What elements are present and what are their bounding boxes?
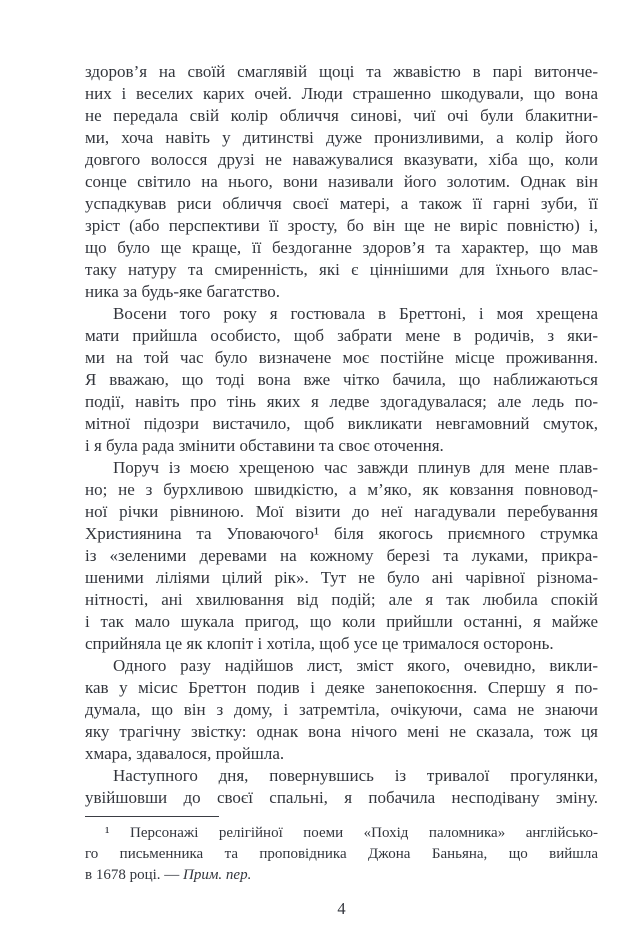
text-line: мітної підозри вистачило, щоб викликати невгамовний смуток, — [85, 414, 598, 433]
text-line: шеними ліліями цілий рік». Тут не було ані чарівної різнома- — [85, 568, 598, 587]
text-line: із «зеленими деревами на кожному березі та луками, прикра- — [85, 546, 598, 565]
text-line: Восени того року я гостювала в Бреттоні, і моя хрещена — [113, 304, 598, 323]
footnote-line — [85, 865, 598, 886]
text-line: сприйняла це як клопіт і хотіла, щоб усе це трималося осторонь. — [85, 634, 554, 653]
text-line: Поруч із моєю хрещеною час завжди плинув для мене плав- — [113, 458, 598, 477]
text-line: Одного разу надійшов лист, зміст якого, очевидно, викли- — [113, 656, 598, 675]
text-line: увійшовши до своєї спальні, я побачила несподівану зміну. — [85, 788, 598, 807]
text-line: довгого волосся друзі не наважувалися вказувати, хіба що, коли — [85, 150, 598, 169]
text-line: події, навіть про тінь яких я ледве здогадувалася; але ледь по- — [85, 392, 598, 411]
text-line: що було ще краще, її бездоганне здоров’я та характер, що мав — [85, 238, 598, 257]
text-line: успадкував риси обличчя своєї матері, а також її гарні зуби, її — [85, 194, 598, 213]
page-number: 4 — [337, 899, 346, 918]
body-text — [85, 61, 598, 809]
text-line: ми на той час було визначене моє постійне місце проживання. — [85, 348, 598, 367]
footnote-marker: ¹ — [105, 825, 131, 841]
text-line: здоров’я на своїй смаглявій щоці та жвавістю в парі витонче- — [85, 62, 598, 81]
text-line: но; не з бурхливою швидкістю, а м’яко, як ковзання повновод- — [85, 480, 598, 499]
text-line: і я була рада змінити обставини та своє оточення. — [85, 436, 444, 455]
text-line: Наступного дня, повернувшись із тривалої прогулянки, — [113, 766, 598, 785]
footnote-line: го письменника та проповідника Джона Баньяна, що вийшла — [85, 846, 598, 862]
text-line: і так мало шукала пригод, що коли прийшли останні, я майже — [85, 612, 598, 631]
footnote — [85, 823, 598, 886]
text-line: них і веселих карих очей. Люди страшенно шкодували, що вона — [85, 84, 598, 103]
text-line: Християнина та Уповаючого¹ біля якогось приємного струмка — [85, 524, 598, 543]
text-line: яку трагічну звістку: однак вона нічого мені не сказала, тож ця — [85, 722, 598, 741]
text-line: зріст (або перспективи її зросту, бо він ще не виріс повністю) і, — [85, 216, 598, 235]
text-line: ми, хоча навіть у дитинстві дуже пронизливими, а колір його — [85, 128, 598, 147]
text-line: хмара, здавалося, пройшла. — [85, 744, 285, 763]
text-line: таку натуру та смиренність, які є ціннішими для їхнього влас- — [85, 260, 598, 279]
footnote-line: ¹ Персонажі релігійної поеми «Похід паломника» англійсько- — [105, 825, 599, 841]
text-line: Я вважаю, що тоді вона вже чітко бачила, що наближаються — [85, 370, 598, 389]
text-line: ника за будь-яке багатство. — [85, 282, 280, 301]
text-line: мати прийшла особисто, щоб забрати мене в родичів, з яки- — [85, 326, 598, 345]
text-line: думала, що він з дому, і затремтіла, очікуючи, сама не знаючи — [85, 700, 598, 719]
text-line: не передала свій колір обличчя синові, чиї очі були блакитни- — [85, 106, 598, 125]
text-line: ної річки рівниною. Мої візити до неї нагадували перебування — [85, 502, 598, 521]
text-line: нітності, ані хвилювання від подій; але я так любила спокій — [85, 590, 598, 609]
text-line: кав у місис Бреттон подив і деяке занепокоєння. Спершу я по- — [85, 678, 598, 697]
footnote-text: в 1678 році. — — [85, 867, 184, 883]
translator-note-label: Прим. пер. — [183, 867, 252, 883]
text-line: сонце світило на нього, вони називали його золотим. Однак він — [85, 172, 598, 191]
footnote-separator — [85, 816, 219, 817]
